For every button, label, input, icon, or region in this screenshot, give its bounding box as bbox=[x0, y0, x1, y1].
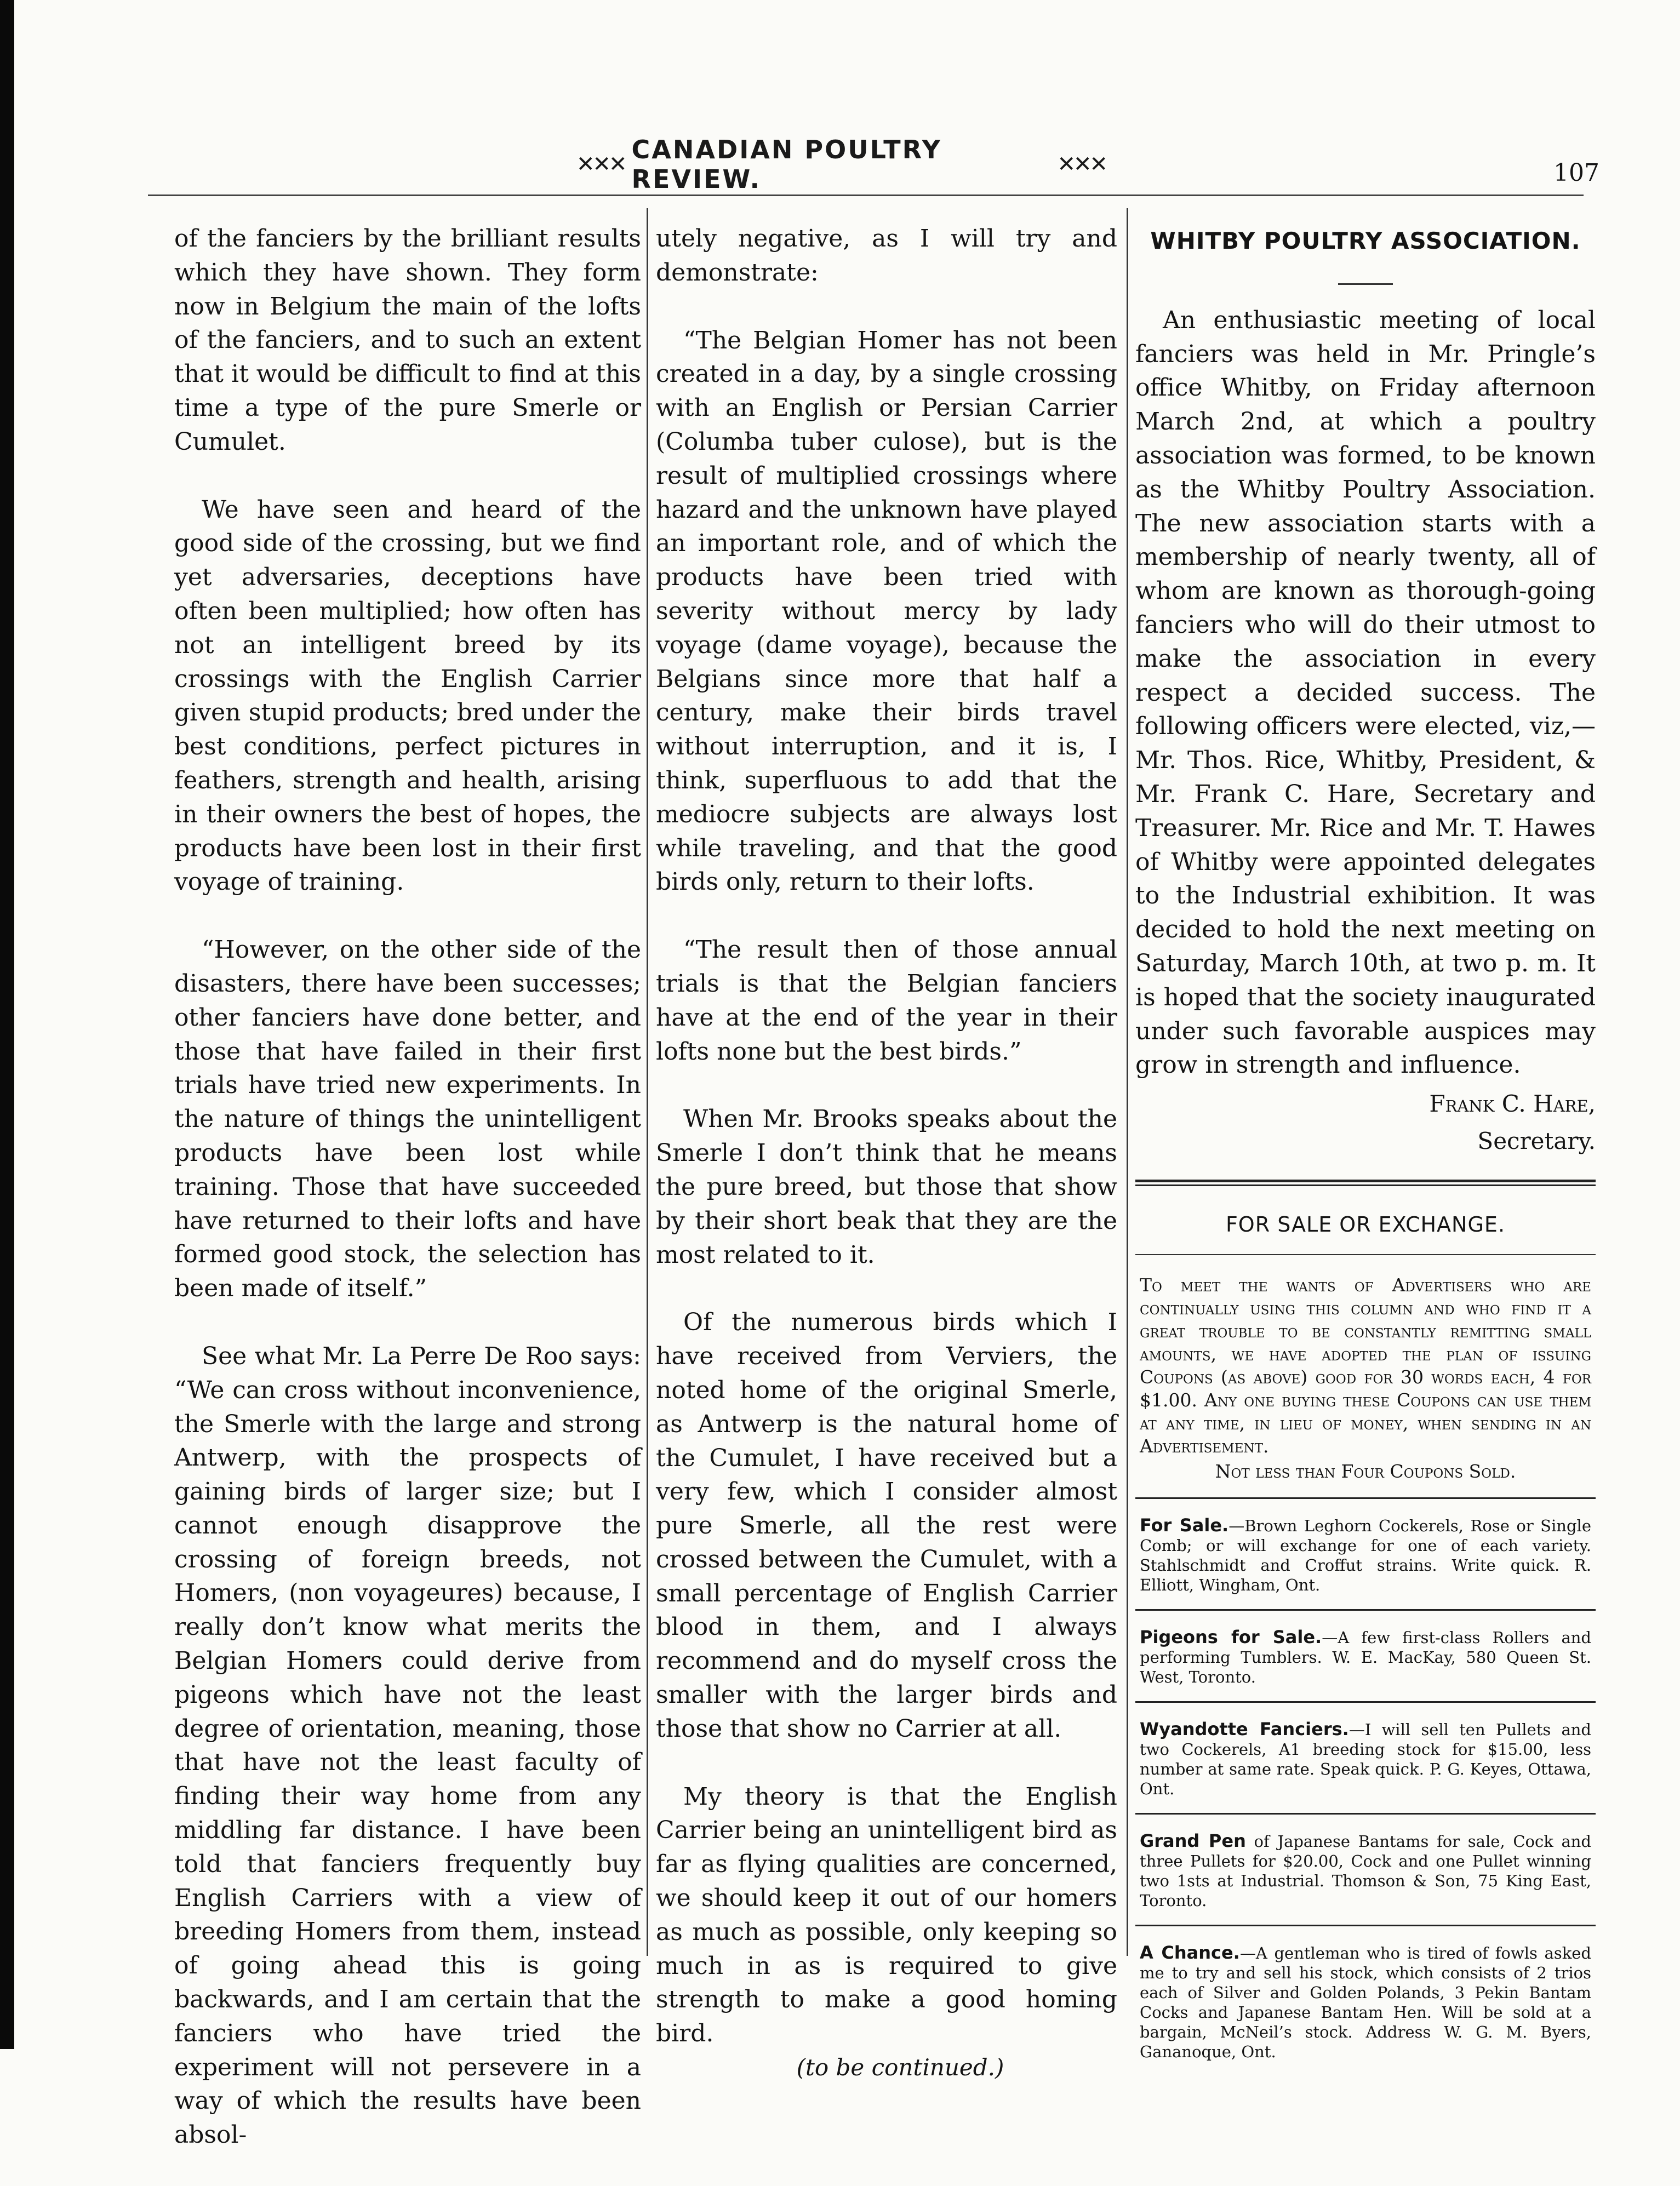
col2-paragraph-2: “The Belgian Homer has not been created in a day, by a single crossing with an English or Persian Carrier (Columba tuber culose), but is the result of multiplied crossings where hazard and the unknown have played an important role, and of which the products have been tried with severity without mercy by lady voyage (dame voyage), because the Belgians since more that half a century, make their birds travel without interruption, and it is, I think, superfluous to add that the mediocre subjects are always lost while traveling, and that the good birds only, return to their lofts. bbox=[656, 326, 1117, 896]
col1-paragraph-2: We have seen and heard of the good side of the crossing, but we find yet adversaries, deceptions have often been multiplied; how often has not an intelligent breed by its crossings with the English Carrier given stupid products; bred under the best conditions, perfect pictures in feathers, strength and health, arising in their owners the best of hopes, the products have been lost in their first voyage of training. bbox=[174, 495, 641, 896]
sale-rule bbox=[1135, 1254, 1596, 1255]
ad-body: —A few first-class Rollers and performing Tumblers. W. E. MacKay, 580 Queen St. West, Toronto. bbox=[1140, 1628, 1592, 1686]
column-3 bbox=[1135, 222, 1596, 2076]
ornament-right-icon: ✕✕✕ bbox=[1057, 152, 1106, 177]
column-divider-2 bbox=[1127, 208, 1128, 1956]
col3-paragraph-1: An enthusiastic meeting of local fanciers was held in Mr. Pringle’s office Whitby, on Friday afternoon March 2nd, at which a poultry association was formed, to be known as the Whitby Poultry Association. The new association starts with a membership of nearly twenty, all of whom are known as thorough-going fanciers who will do their utmost to make the association in every respect a decided success. The following officers were elected, viz,—Mr. Thos. Rice, Whitby, President, & Mr. Frank C. Hare, Secretary and Treasurer. Mr. Rice and Mr. T. Hawes of Whitby were appointed delegates to the Industrial exhibition. It was decided to hold the next meeting on Saturday, March 10th, at two p. m. It is hoped that the society inaugurated under such favorable auspices may grow in strength and influence. bbox=[1135, 306, 1596, 1079]
ad-body: —Brown Leghorn Cockerels, Rose or Single Comb; or will exchange for one of each variety. Stahlschmidt and Croffut strains. Write quick. R. Elliott, Wingham, Ont. bbox=[1140, 1516, 1591, 1594]
to-be-continued: (to be continued.) bbox=[796, 2054, 1004, 2081]
col2-paragraph-3: “The result then of those annual trials is that the Belgian fanciers have at the end of the year in their lofts none but the best birds.” bbox=[656, 936, 1117, 1066]
article-title: WHITBY POULTRY ASSOCIATION. bbox=[1150, 227, 1581, 254]
col2-paragraph-4: When Mr. Brooks speaks about the Smerle I don’t think that he means the pure breed, but those that show by their short beak that they are the most related to it. bbox=[656, 1105, 1117, 1269]
signature bbox=[1135, 1085, 1596, 1160]
ornament-left-icon: ✕✕✕ bbox=[576, 152, 625, 177]
ad-heading: For Sale. bbox=[1140, 1514, 1229, 1536]
col1-paragraph-4: See what Mr. La Perre De Roo says: “We can cross without inconvenience, the Smerle with the large and strong Antwerp, with the prospects of gaining birds of larger size; but I cannot enough disapprove the crossing of foreign breeds, not Homers, (non voyageures) because, I really don’t know what merits the Belgian Homers could derive from pigeons which have not the least degree of orientation, meaning, those that have not the least faculty of finding their way home from any middling far distance. I have been told that fanciers frequently buy English Carriers with a view of breeding Homers from them, instead of going ahead this is going backwards, and I am certain that the fanciers who have tried the experiment will not persevere in a way of which the results have been absol- bbox=[174, 1342, 641, 2149]
signature-name: Frank C. Hare, bbox=[1429, 1090, 1596, 1118]
col1-paragraph-3: “However, on the other side of the disasters, there have been successes; other fanciers have done better, and those that have failed in their first trials have tried new experiments. In the nature of things the unintelligent products have been lost while training. Those that have succeeded have returned to their lofts and have formed good stock, the selection has been made of itself.” bbox=[174, 936, 641, 1303]
column-2 bbox=[656, 222, 1117, 2119]
col2-paragraph-5: Of the numerous birds which I have received from Verviers, the noted home of the original Smerle, as Antwerp is the natural home of the Cumulet, I have received but a very few, which I consider almost pure Smerle, all the rest were crossed between the Cumulet, with a small percentage of English Carrier blood in them, and I always recommend and do myself cross the smaller with the larger birds and those that show no Carrier at all. bbox=[656, 1308, 1117, 1743]
column-1 bbox=[174, 222, 641, 2186]
classified-ads bbox=[1135, 1497, 1596, 2076]
header-rule bbox=[148, 194, 1584, 196]
sale-heading: FOR SALE OR EXCHANGE. bbox=[1225, 1212, 1506, 1237]
ad-body: of Japanese Bantams for sale, Cock and three Pullets for $20.00, Cock and one Pullet winning two 1sts at Industrial. Thomson & Son, 75 King East, Toronto. bbox=[1140, 1832, 1591, 1910]
scan-edge-bar bbox=[0, 0, 14, 2049]
col2-paragraph-6: My theory is that the English Carrier being an unintelligent bird as far as flying qualities are concerned, we should keep it out of our homers as much as possible, only keeping so much in as is required to give strength to make a good homing bird. bbox=[656, 1782, 1117, 2048]
classified-ad bbox=[1135, 1499, 1596, 1609]
col1-paragraph-1: of the fanciers by the brilliant results which they have shown. They form now in Belgium the main of the lofts of the fanciers, and to such an extent that it would be difficult to find at this time a type of the pure Smerle or Cumulet. bbox=[174, 225, 641, 456]
coupon-note: Not less than Four Coupons Sold. bbox=[1215, 1460, 1516, 1482]
ad-heading: A Chance. bbox=[1140, 1942, 1240, 1963]
masthead-title: CANADIAN POULTRY REVIEW. bbox=[631, 135, 942, 194]
advertisers-notice: To meet the wants of Advertisers who are continually using this column and who find it a great trouble to be constantly remitting small amounts, we have adopted the plan of issuing Coupons (as above) good for 30 words each, 4 for $1.00. Any one buying these Coupons can use them at any time, in lieu of money, when sending in an Advertisement. bbox=[1140, 1274, 1591, 1457]
masthead bbox=[570, 135, 1112, 194]
ad-body: —A gentleman who is tired of fowls asked me to try and sell his stock, which consists of 2 trios each of Silver and Golden Polands, 3 Pekin Bantam Cocks and Japanese Bantam Hen. Will be sold at a bargain, McNeil’s stock. Address W. G. M. Byers, Gananoque, Ont. bbox=[1140, 1943, 1591, 2061]
column-divider-1 bbox=[647, 208, 648, 1956]
signature-title: Secretary. bbox=[1477, 1128, 1596, 1155]
title-rule bbox=[1338, 283, 1393, 285]
section-double-rule bbox=[1135, 1180, 1596, 1186]
classified-ad bbox=[1135, 1701, 1596, 1813]
ad-heading: Wyandotte Fanciers. bbox=[1140, 1718, 1349, 1739]
page-number: 107 bbox=[1553, 159, 1599, 187]
ad-heading: Grand Pen bbox=[1140, 1830, 1246, 1851]
ad-body: —I will sell ten Pullets and two Cockerels, A1 breeding stock for $15.00, less number at same rate. Speak quick. P. G. Keyes, Ottawa, Ont. bbox=[1140, 1720, 1591, 1798]
classified-ad bbox=[1135, 1813, 1596, 1925]
col2-paragraph-1: utely negative, as I will try and demonstrate: bbox=[656, 225, 1117, 287]
page-header bbox=[570, 135, 1112, 194]
classified-ad bbox=[1135, 1925, 1596, 2076]
ad-heading: Pigeons for Sale. bbox=[1140, 1626, 1322, 1647]
classified-ad bbox=[1135, 1609, 1596, 1701]
